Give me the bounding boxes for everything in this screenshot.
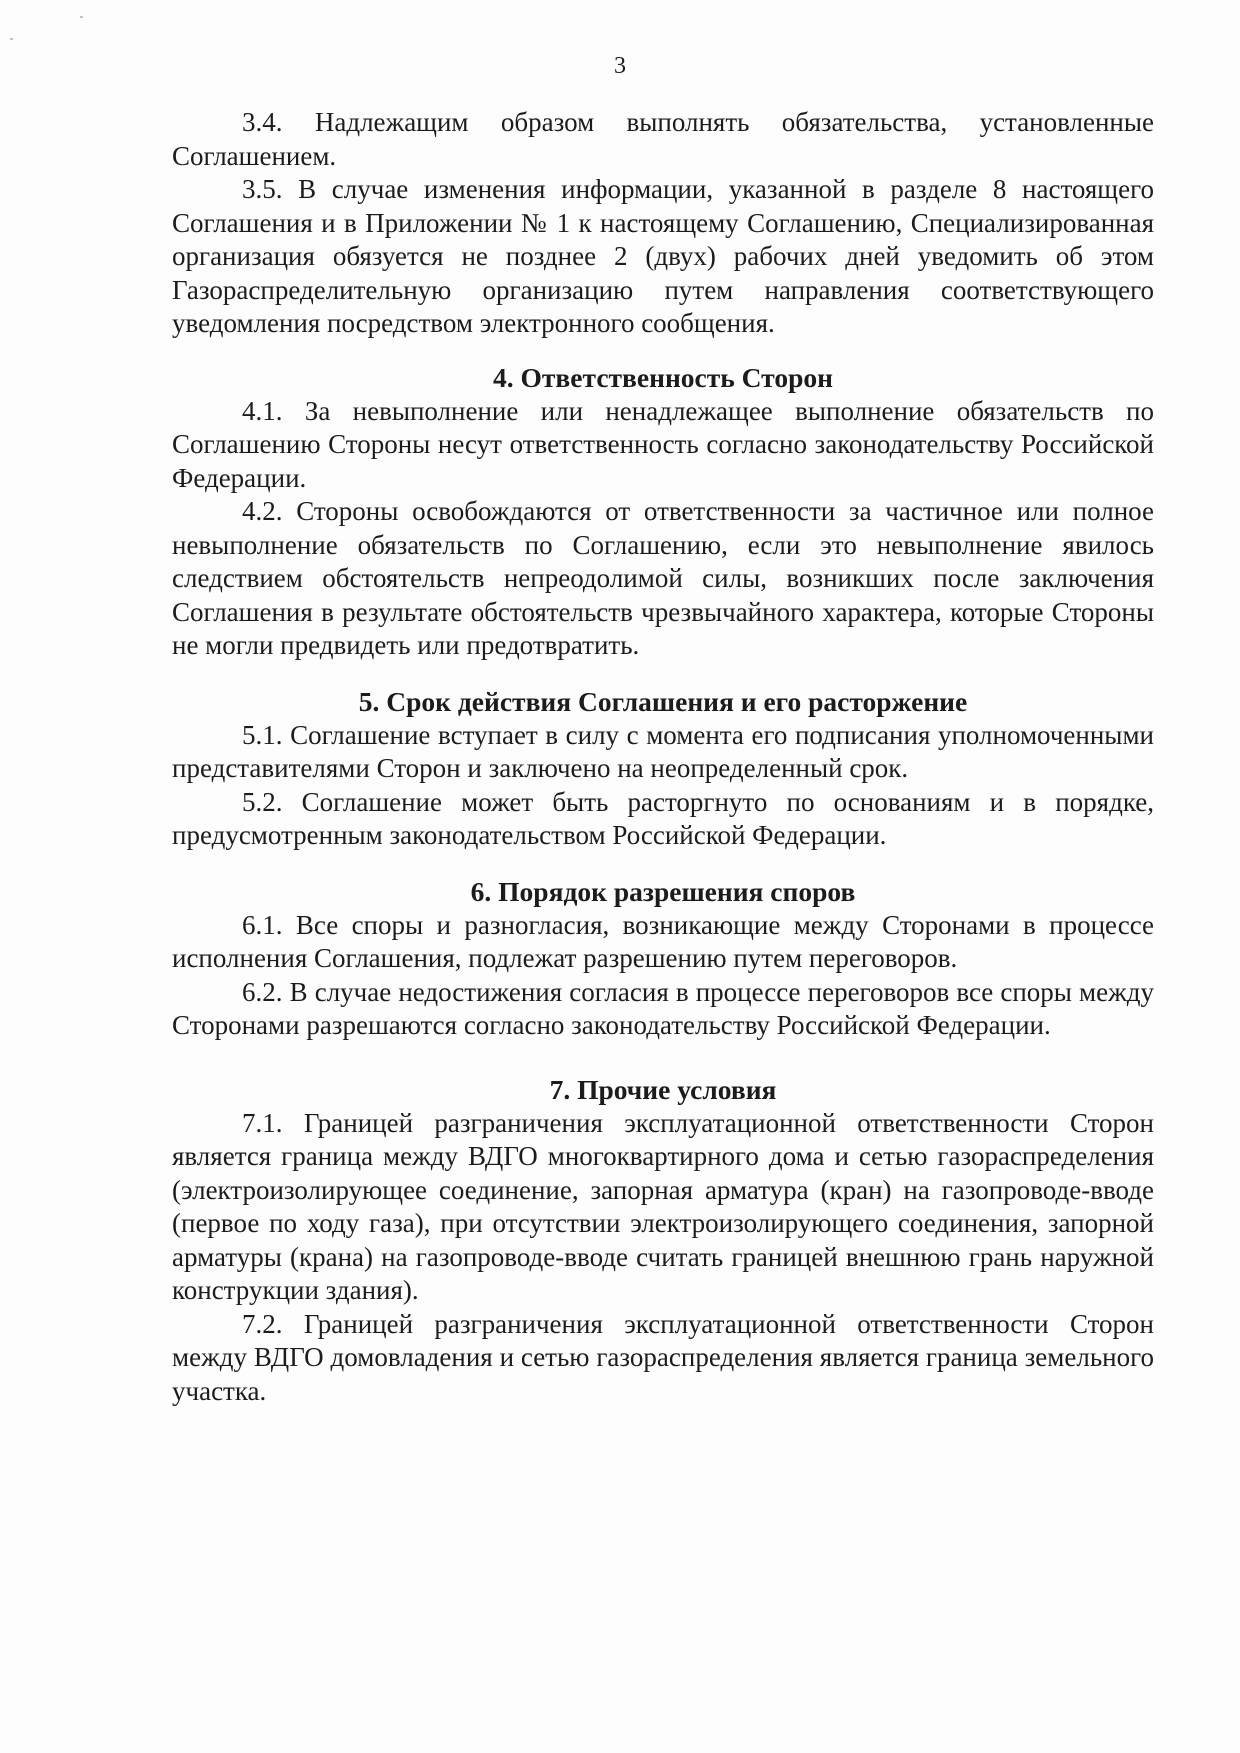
clause-3-4: 3.4. Надлежащим образом выполнять обязательства, установленные Соглашением.	[172, 107, 1154, 171]
clause-5-1: 5.1. Соглашение вступает в силу с момента его подписания уполномоченными представителями Сторон и заключено на неопределенный срок.	[172, 719, 1154, 783]
section-4-heading: 4. Ответственность Сторон	[493, 361, 833, 393]
clause-6-1: 6.1. Все споры и разногласия, возникающие между Сторонами в процессе исполнения Соглашения, подлежат разрешению путем переговоров.	[172, 909, 1154, 973]
clause-7-1: 7.1. Границей разграничения эксплуатационной ответственности Сторон является граница между ВДГО многоквартирного дома и сетью газораспределения (электроизолирующее соединение, запорная арматура (кран) на газопроводе-вводе (первое по ходу газа), при отсутствии электроизолирующего соединения, запорной арматуры (крана) на газопроводе-вводе считать границей внешнюю грань наружной конструкции здания).	[172, 1107, 1154, 1305]
clause-5-2: 5.2. Соглашение может быть расторгнуто по основаниям и в порядке, предусмотренным законодательством Российской Федерации.	[172, 786, 1154, 850]
clause-4-2: 4.2. Стороны освобождаются от ответственности за частичное или полное невыполнение обязательств по Соглашению, если это невыполнение явилось следствием обстоятельств непреодолимой силы, возникших после заключения Соглашения в результате обстоятельств чрезвычайного характера, которые Стороны не могли предвидеть или предотвратить.	[172, 496, 1154, 660]
section-6-heading: 6. Порядок разрешения споров	[470, 875, 856, 907]
section-7-heading: 7. Прочие условия	[549, 1073, 777, 1105]
clause-4-1: 4.1. За невыполнение или ненадлежащее выполнение обязательств по Соглашению Стороны несут ответственность согласно законодательству Российской Федерации.	[172, 395, 1154, 493]
section-5-heading: 5. Срок действия Соглашения и его расторжение	[358, 685, 968, 717]
clause-7-2: 7.2. Границей разграничения эксплуатационной ответственности Сторон между ВДГО домовладения и сетью газораспределения является граница земельного участка.	[172, 1308, 1154, 1406]
page-number: 3	[614, 53, 626, 79]
document-body	[172, 106, 1154, 1408]
clause-3-5: 3.5. В случае изменения информации, указанной в разделе 8 настоящего Соглашения и в Приложении № 1 к настоящему Соглашению, Специализированная организация обязуется не позднее 2 (двух) рабочих дней уведомить об этом Газораспределительную организацию путем направления соответствующего уведомления посредством электронного сообщения.	[172, 174, 1154, 338]
clause-6-2: 6.2. В случае недостижения согласия в процессе переговоров все споры между Сторонами разрешаются согласно законодательству Российской Федерации.	[172, 976, 1154, 1040]
scan-speck	[10, 38, 13, 40]
scan-speck	[80, 16, 83, 18]
